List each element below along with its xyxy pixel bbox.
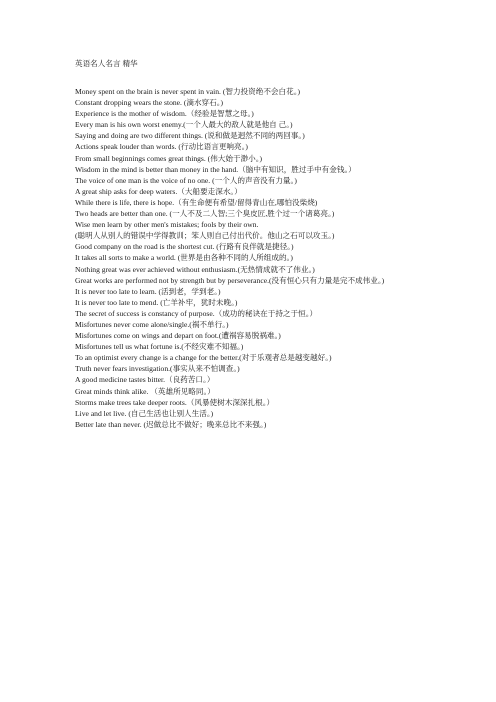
quote-line: A great ship asks for deep waters.（大船要走深水。） [75,186,242,196]
quote-line: Live and let live. (自己生活也让别人生活。) [75,408,214,418]
quote-line: Great works are performed not by strength but by perseverance.(没有恒心只有力量是完不成伟业。) [75,275,385,285]
quote-line: Truth never fears investigation.(事实从来不怕调查。) [75,364,240,374]
quote-line: Every man is his own worst enemy.(一个人最大的敌人就是他自 己。) [75,120,293,130]
quote-line: It is never too late to learn. (活到老，学到老。) [75,286,221,296]
quote-line: Good company on the road is the shortest cut. (行路有良伴就是捷径。) [75,242,294,252]
quote-line: The voice of one man is the voice of no one. (一个人的声音没有力量。) [75,175,297,185]
quote-line: Misfortunes tell us what fortune is.(不经灾难不知福。) [75,342,244,352]
quote-line: Experience is the mother of wisdom.（经验是智慧之母。) [75,109,254,119]
quote-line: Misfortunes come on wings and depart on foot.(遭祸容易脱祸难。) [75,331,281,341]
quote-line: (聪明人从别人的错误中学得教训；笨人则自己付出代价。他山之石可以攻玉。) [75,231,335,241]
quote-line: Wisdom in the mind is better than money in the hand.（脑中有知识，胜过手中有金钱。） [75,164,356,174]
quote-line: Misfortunes never come alone/single.(祸不单行。) [75,319,229,329]
quote-line: Saying and doing are two different things. (说和做是迥然不同的两回事。) [75,131,305,141]
quote-line: A good medicine tastes bitter.（良药苦口。） [75,375,215,385]
quote-line: Storms make trees take deeper roots.（风暴使树木深深扎根。） [75,397,275,407]
document-page [75,59,410,430]
quote-line: Constant dropping wears the stone. (滴水穿石。) [75,98,224,108]
quote-line: Money spent on the brain is never spent in vain. (智力投资绝不会白花。) [75,87,301,96]
quote-line: To an optimist every change is a change for the better.(对于乐观者总是越变越好。) [75,353,332,363]
quote-list [75,86,410,430]
document-title: 英语名人名言 精华 [75,59,138,68]
quote-line: The secret of success is constancy of purpose.（成功的秘诀在于持之于恒。） [75,308,318,318]
quote-line: Two heads are better than one. (一人不及二人智;三个臭皮匠,胜个过一个诸葛亮。) [75,209,335,219]
quote-line: Great minds think alike. （英雄所见略同。） [75,386,215,396]
quote-line: Better late than never. (迟做总比不做好；晚来总比不来强。) [75,419,267,429]
quote-line: It is never too late to mend. (亡羊补牢，犹时未晚。) [75,297,238,307]
quote-line: From small beginnings comes great things. (伟大始于渺小。) [75,153,263,163]
quote-line: Wise men learn by other men's mistakes; fools by their own. [75,220,259,230]
quote-line: While there is life, there is hope.（有生命便有希望/留得青山在,哪怕没柴烧) [75,197,318,207]
quote-line: Actions speak louder than words. (行动比语言更响亮。) [75,142,248,152]
quote-line: Nothing great was ever achieved without enthusiasm.(无热情成就不了伟业。) [75,264,315,274]
quote-line: It takes all sorts to make a world. (世界是由各种不同的人所组成的。) [75,253,293,263]
